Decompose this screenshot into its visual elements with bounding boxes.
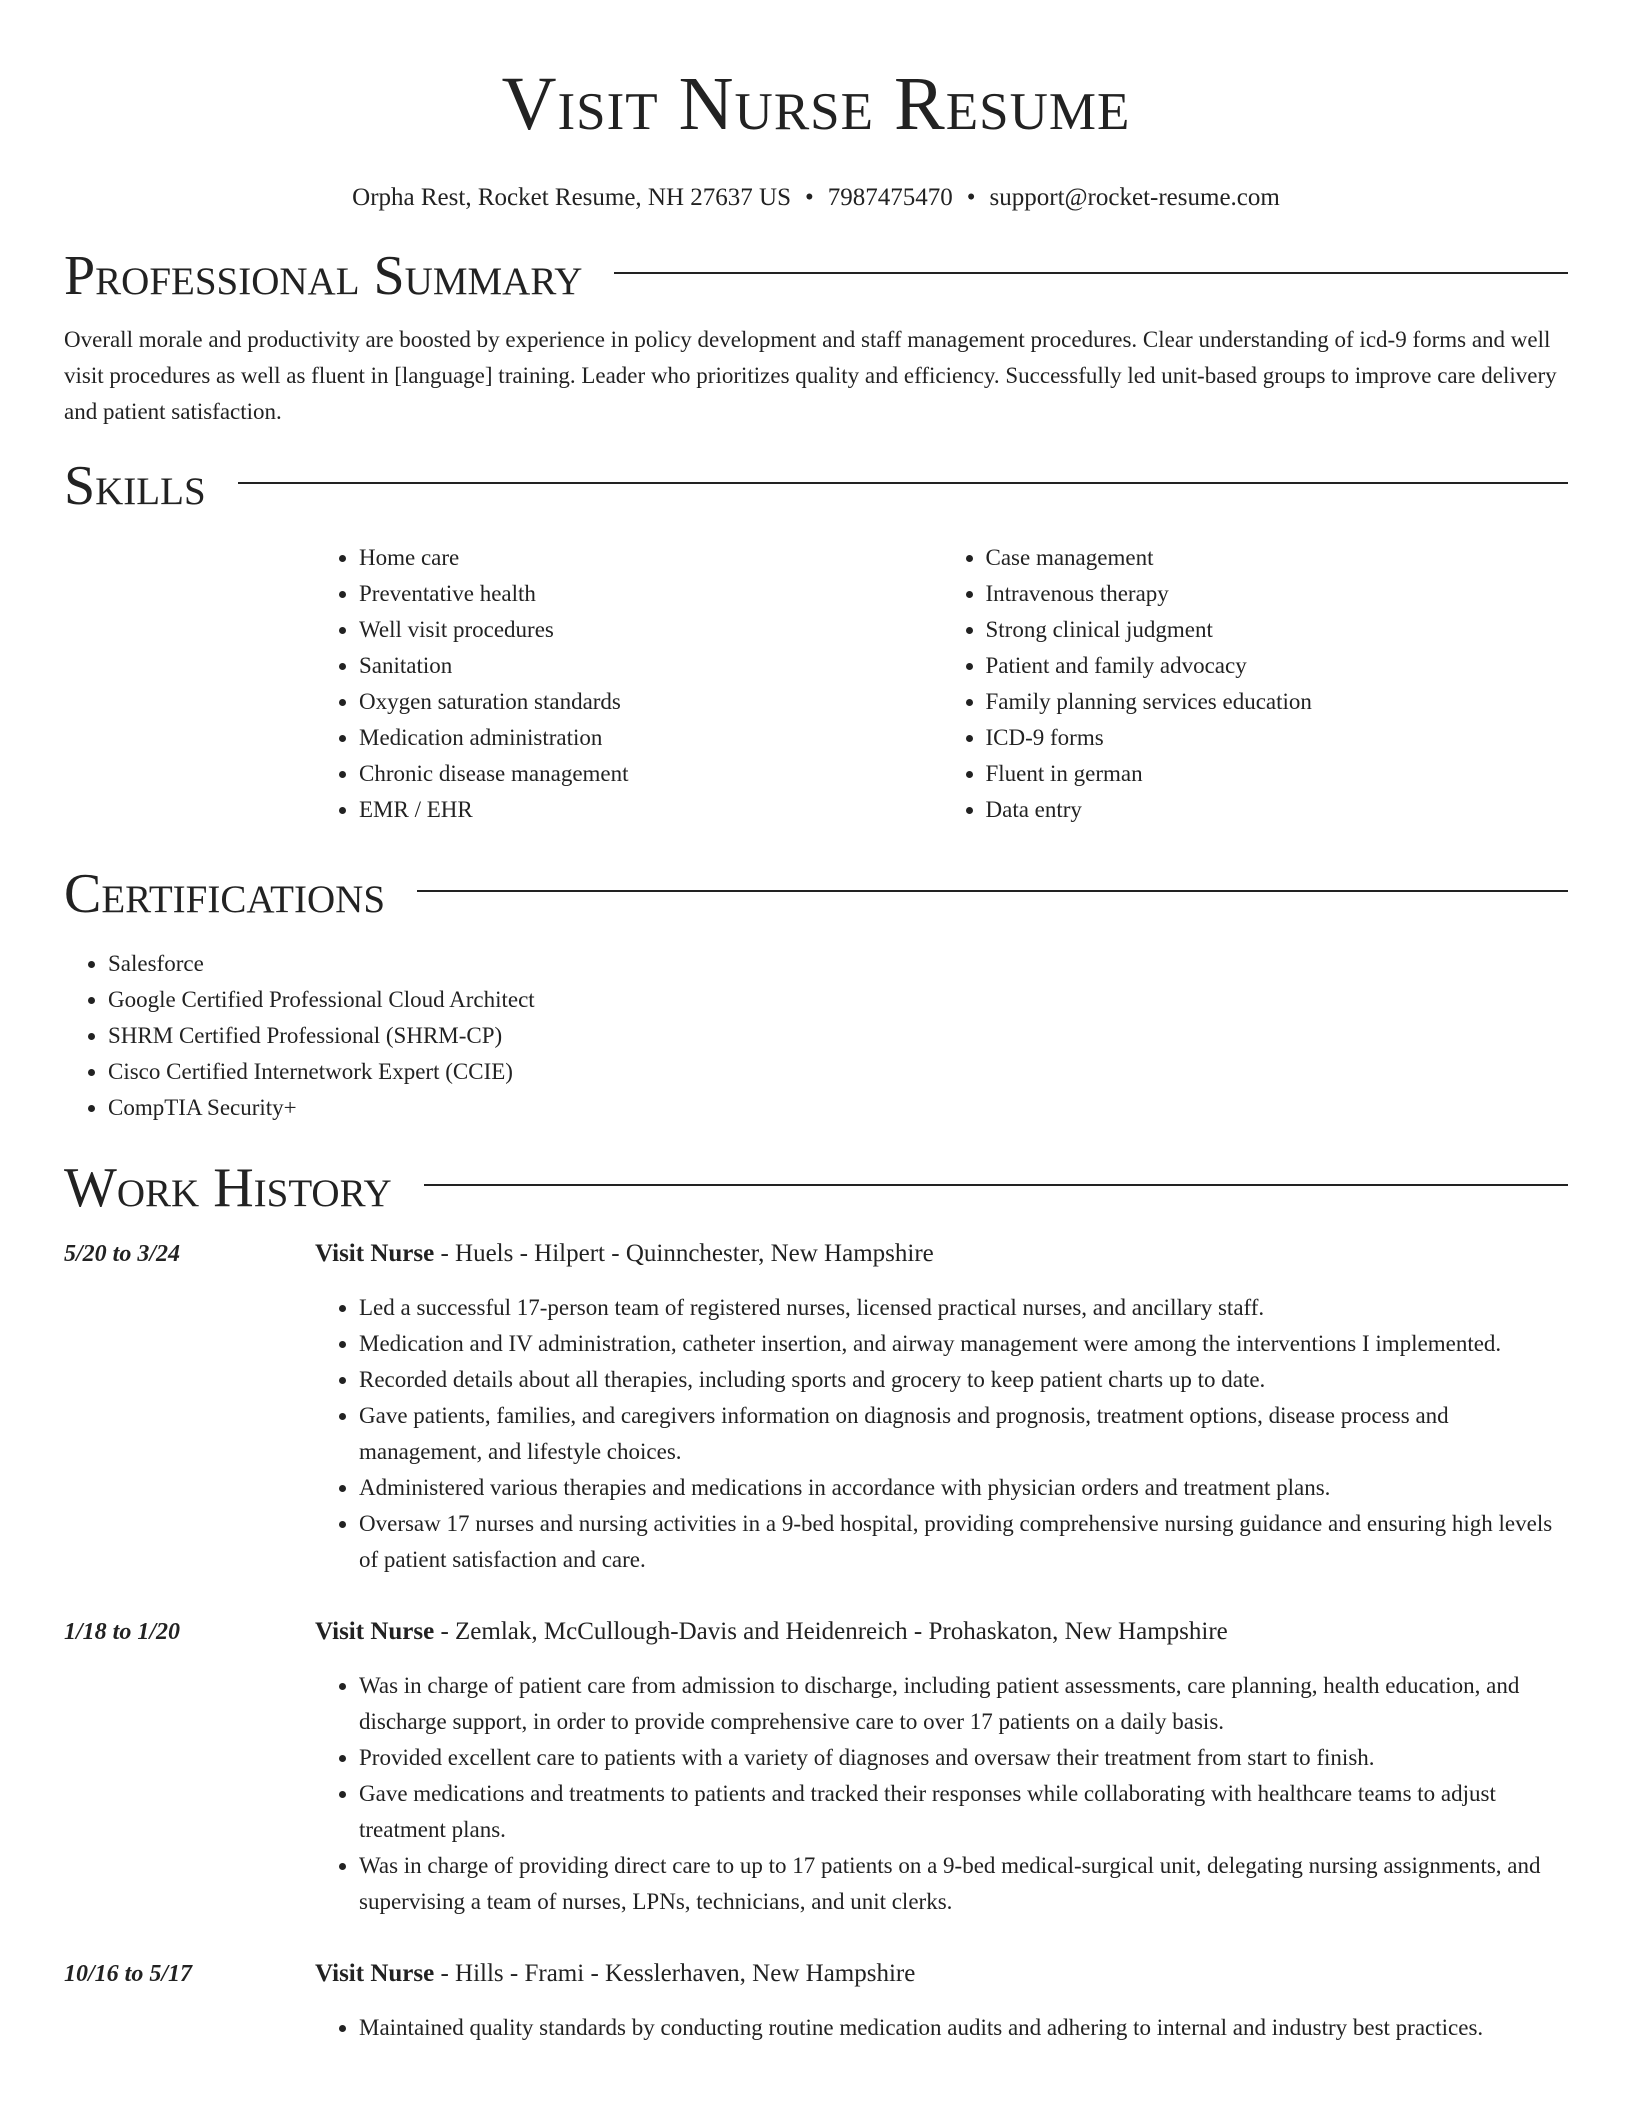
- certifications-section-heading: [64, 862, 1568, 926]
- skill-item: • Sanitation: [359, 648, 942, 684]
- certification-item: • SHRM Certified Professional (SHRM-CP): [108, 1018, 1568, 1054]
- job-role: Visit Nurse: [315, 1960, 435, 1987]
- skill-item: • Case management: [986, 540, 1569, 576]
- job-title-line: [315, 1958, 1568, 1990]
- job-duties: [315, 2010, 1568, 2046]
- skill-item: • Data entry: [986, 792, 1569, 828]
- skill-item: • Home care: [359, 540, 942, 576]
- job-body: [315, 1958, 1568, 2046]
- job-duty-item: • Was in charge of providing direct care to up to 17 patients on a 9-bed medical-surgical unit, delegating nursing assignments, and supervising a team of nurses, LPNs, technicians, and unit clerks.: [359, 1848, 1568, 1920]
- job-role: Visit Nurse: [315, 1618, 435, 1645]
- job-dates: 5/20 to 3/24: [64, 1241, 181, 1267]
- resume-header: [64, 0, 1568, 214]
- skill-item: • ICD-9 forms: [986, 720, 1569, 756]
- job-title-line: [315, 1616, 1568, 1648]
- job-duties: [315, 1668, 1568, 1920]
- skill-item: • Medication administration: [359, 720, 942, 756]
- job-entry: [64, 1238, 1568, 1578]
- job-employer: - Huels - Hilpert - Quinnchester, New Hampshire: [434, 1240, 934, 1267]
- job-duty-item: • Administered various therapies and medications in accordance with physician orders and treatment plans.: [359, 1470, 1568, 1506]
- work-history-section-heading: [64, 1156, 1568, 1220]
- skill-item: • Well visit procedures: [359, 612, 942, 648]
- job-duty-item: • Oversaw 17 nurses and nursing activities in a 9-bed hospital, providing comprehensive nursing guidance and ensuring high levels of patient satisfaction and care.: [359, 1506, 1568, 1578]
- job-title-line: [315, 1238, 1568, 1270]
- summary-section-heading: [64, 244, 1568, 308]
- job-duty-item: • Gave patients, families, and caregivers information on diagnosis and prognosis, treatment options, disease process and management, and lifestyle choices.: [359, 1398, 1568, 1470]
- contact-line: [64, 182, 1568, 214]
- job-employer: - Hills - Frami - Kesslerhaven, New Hampshire: [434, 1960, 916, 1987]
- skill-item: • Chronic disease management: [359, 756, 942, 792]
- certifications-list: [64, 946, 1568, 1126]
- contact-phone: 7987475470: [827, 184, 953, 211]
- job-role: Visit Nurse: [315, 1240, 435, 1267]
- skill-item: • Intravenous therapy: [986, 576, 1569, 612]
- skills-column-left: [315, 540, 942, 828]
- contact-email: support@rocket-resume.com: [989, 184, 1280, 211]
- skill-item: • Family planning services education: [986, 684, 1569, 720]
- certification-item: • Salesforce: [108, 946, 1568, 982]
- section-divider: [238, 482, 1568, 484]
- job-duty-item: • Led a successful 17-person team of registered nurses, licensed practical nurses, and ancillary staff.: [359, 1290, 1568, 1326]
- job-duty-item: • Maintained quality standards by conducting routine medication audits and adhering to internal and industry best practices.: [359, 2010, 1568, 2046]
- job-duty-item: • Was in charge of patient care from admission to discharge, including patient assessments, care planning, health education, and discharge support, in order to provide comprehensive care to over 17 patients on a daily basis.: [359, 1668, 1568, 1740]
- job-duty-item: • Recorded details about all therapies, including sports and grocery to keep patient charts up to date.: [359, 1362, 1568, 1398]
- skill-item: • Strong clinical judgment: [986, 612, 1569, 648]
- section-divider: [614, 272, 1568, 274]
- job-employer: - Zemlak, McCullough-Davis and Heidenreich - Prohaskaton, New Hampshire: [434, 1618, 1228, 1645]
- skills-section-heading: [64, 454, 1568, 518]
- job-duty-item: • Gave medications and treatments to patients and tracked their responses while collaborating with healthcare teams to adjust treatment plans.: [359, 1776, 1568, 1848]
- skills-list: [315, 540, 1568, 828]
- section-divider: [424, 1184, 1568, 1186]
- job-duty-item: • Provided excellent care to patients with a variety of diagnoses and oversaw their treatment from start to finish.: [359, 1740, 1568, 1776]
- skill-item: • Patient and family advocacy: [986, 648, 1569, 684]
- job-duty-item: • Medication and IV administration, catheter insertion, and airway management were among the interventions I implemented.: [359, 1326, 1568, 1362]
- certification-item: • Cisco Certified Internetwork Expert (CCIE): [108, 1054, 1568, 1090]
- skills-title: Skills: [64, 455, 206, 517]
- certification-item: • CompTIA Security+: [108, 1090, 1568, 1126]
- summary-text: Overall morale and productivity are boosted by experience in policy development and staff management procedures. Clear understanding of icd-9 forms and well visit procedures as well as fluent in [language] training. Leader who prioritizes quality and efficiency. Successfully led unit-based groups to improve care delivery and patient satisfaction.: [64, 327, 1557, 424]
- contact-separator: •: [966, 184, 976, 211]
- job-dates: 10/16 to 5/17: [64, 1961, 193, 1987]
- certification-item: • Google Certified Professional Cloud Architect: [108, 982, 1568, 1018]
- job-body: [315, 1238, 1568, 1578]
- summary-title: Professional Summary: [64, 245, 583, 307]
- skill-item: • Fluent in german: [986, 756, 1569, 792]
- job-entry: [64, 1616, 1568, 1920]
- work-history-title: Work History: [64, 1157, 392, 1219]
- job-body: [315, 1616, 1568, 1920]
- job-dates: 1/18 to 1/20: [64, 1619, 181, 1645]
- skill-item: • Preventative health: [359, 576, 942, 612]
- certifications-title: Certifications: [64, 863, 386, 925]
- job-entry: [64, 1958, 1568, 2046]
- section-divider: [417, 890, 1568, 892]
- skill-item: • EMR / EHR: [359, 792, 942, 828]
- skills-column-right: [942, 540, 1569, 828]
- job-duties: [315, 1290, 1568, 1578]
- skill-item: • Oxygen saturation standards: [359, 684, 942, 720]
- contact-separator: •: [805, 184, 814, 211]
- resume-title: Visit Nurse Resume: [501, 62, 1131, 146]
- contact-address: Orpha Rest, Rocket Resume, NH 27637 US: [352, 184, 791, 211]
